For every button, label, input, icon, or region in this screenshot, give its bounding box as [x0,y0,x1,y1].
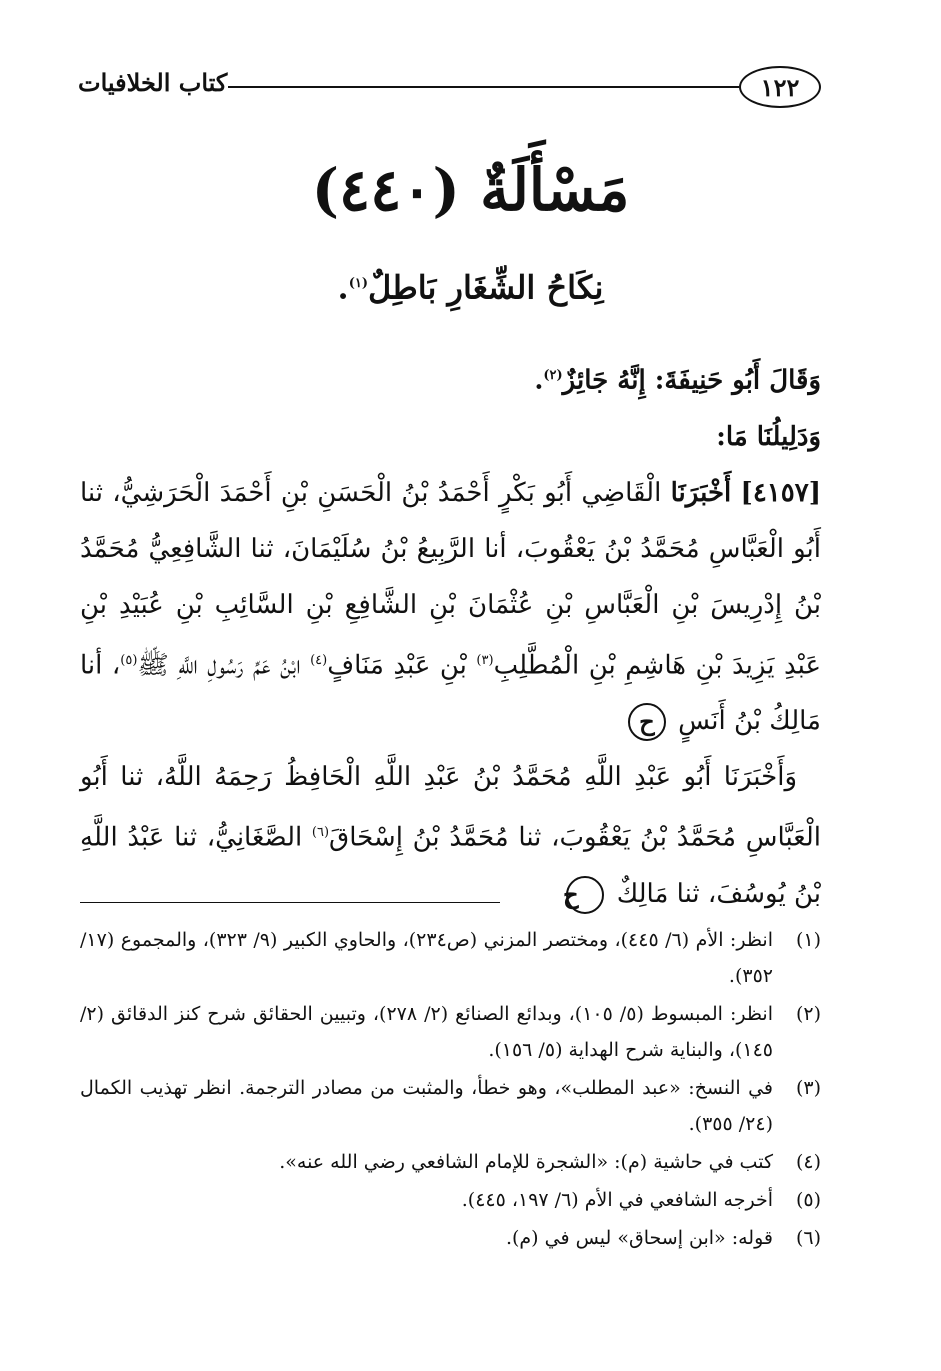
evidence-intro: وَدَلِيلُنَا مَا: [716,421,821,452]
body-text [80,348,821,922]
hadith-paragraph-1 [80,465,821,750]
footnote-text: كتب في حاشية (م): «الشجرة للإمام الشافعي رضي الله عنه». [279,1151,773,1173]
footnote-ref-2: (٢) [543,368,563,383]
footnote-number: (٤) [795,1151,821,1173]
opposing-view [80,348,821,409]
masala-title: مَسْأَلَةٌ (٤٤٠) [311,156,630,224]
ruling-text: نِكَاحُ الشِّغَارِ بَاطِلٌ [367,268,604,307]
footnote [80,1220,821,1256]
footnote-text: أخرجه الشافعي في الأم (٦/ ١٩٧، ٤٤٥). [461,1189,773,1211]
footnote-ref-3: (٣) [476,652,494,668]
hadith-number: [٤١٥٧] [740,477,822,508]
book-title: كتاب الخلافيات [78,68,228,97]
isnad-part-6: الصَّغَانِيُّ، ثنا عَبْدُ اللَّهِ بْنُ يُوسُفَ، ثنا مَالِكٌ [80,822,821,909]
header-rule [228,86,739,88]
footnote-number: (٦) [795,1227,821,1249]
footnote-ref-6: (٦) [311,825,330,841]
footnote-ref-1: (١) [348,276,368,291]
tahwil-mark-2: ح [566,876,604,914]
isnad-part-1: الْقَاضِي أَبُو بَكْرٍ أَحْمَدُ بْنُ الْحَسَنِ بْنِ أَحْمَدَ الْحَرَشِيُّ، ثنا أَبُو الْعَبَّاسِ مُحَمَّدُ بْنُ يَعْقُوبَ، أنا الرَّبِيعُ بْنُ سُلَيْمَانَ، ثنا الشَّافِعِيُّ مُحَمَّدُ بْنُ إِدْرِيسَ بْنِ الْعَبَّاسِ بْنِ عُثْمَانَ بْنِ الشَّافِعِ بْنِ السَّائِبِ بْنِ عُبَيْدِ بْنِ عَبْدِ يَزِيدَ بْنِ هَاشِمِ بْنِ الْمُطَّلِبِ [80,477,821,681]
tahwil-mark-1: ح [628,703,666,741]
opposing-view-text: وَقَالَ أَبُو حَنِيفَةَ: إِنَّهُ جَائِزٌ [562,365,821,396]
isnad-part-5: وَأَخْبَرَنَا أَبُو عَبْدِ اللَّهِ مُحَمَّدُ بْنُ عَبْدِ اللَّهِ الْحَافِظُ رَحِمَهُ اللَّهُ، ثنا أَبُو الْعَبَّاسِ مُحَمَّدُ بْنُ يَعْقُوبَ، ثنا مُحَمَّدُ بْنُ إِسْحَاقَ [80,762,821,853]
ruling-end: . [337,268,349,307]
isnad-part-4: ، أنا مَالِكُ بْنُ أَنَسٍ [80,650,821,737]
footnote-ref-4: (٤) [310,652,328,668]
page-number: ١٢٢ [739,66,821,108]
footnote-text: انظر: الأم (٦/ ٤٤٥)، ومختصر المزني (ص٢٣٤)، والحاوي الكبير (٩/ ٣٢٣)، والمجموع (١٧/ ٣٥٢). [80,929,773,987]
akhbarana: أَخْبَرَنَا [670,477,732,508]
isnad-part-2: بْنِ عَبْدِ مَنَافٍ [327,650,477,681]
ruling-statement [0,262,941,310]
footnotes [80,922,821,1258]
opposing-view-end: . [534,365,544,396]
footnote [80,1182,821,1218]
footnote-number: (٣) [795,1077,821,1099]
footnote [80,1070,821,1142]
footnote-number: (١) [795,929,821,951]
footnote [80,996,821,1068]
footnote-separator [80,902,500,903]
footnote [80,1144,821,1180]
hadith-paragraph-2 [80,749,821,922]
footnote-ref-5: (٥) [120,652,138,668]
footnote-number: (٥) [795,1189,821,1211]
footnote-text: قوله: «ابن إسحاق» ليس في (م). [505,1227,773,1249]
running-header [78,62,821,110]
footnote-text: في النسخ: «عبد المطلب»، وهو خطأ، والمثبت من مصادر الترجمة. انظر تهذيب الكمال (٢٤/ ٣٥٥). [80,1077,773,1135]
footnote-text: انظر: المبسوط (٥/ ١٠٥)، وبدائع الصنائع (٢/ ٢٧٨)، وتبيين الحقائق شرح كنز الدقائق (٢/ ١٤٥)، والبناية شرح الهداية (٥/ ١٥٦). [80,1003,773,1061]
footnote [80,922,821,994]
footnote-number: (٢) [795,1003,821,1025]
isnad-part-3: ابْنُ عَمِّ رَسُولِ اللَّهِ ﷺ [137,650,311,681]
